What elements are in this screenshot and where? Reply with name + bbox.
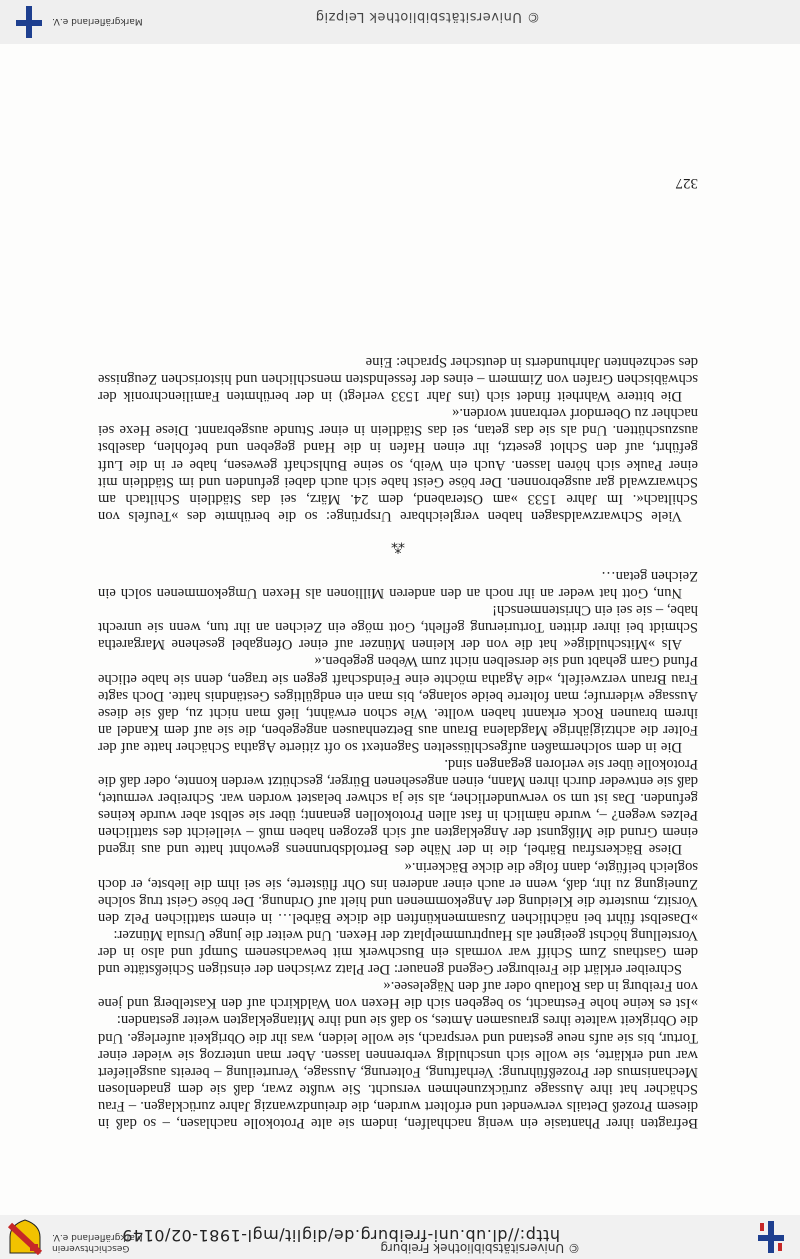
paragraph: Diese Bäckersfrau Bärbel, die in der Nähe des Bertoldsbrunnens gewohnt hatte und aus irgend einem Grund die Mißgunst der Angeklagten auf sich gezogen haben muß – vielleicht des stattlichen Pelzes wegen? –, wurde nämlich in fast allen Protokollen genannt; über sie selbst aber wurde keines gefunden. Das ist um so verwunderlicher, als sie ja schwer belastet worden war. Schreiber vermutet, daß sie entweder durch ihren Mann, einen angesehenen Bürger, geschützt werden konnte, oder daß die Protokolle über sie verloren gegangen sind.	[98, 756, 698, 858]
page-text	[98, 353, 698, 1131]
coat-of-arms-icon	[8, 1219, 42, 1255]
footer-band	[0, 0, 800, 44]
society-name: Geschichtsverein Markgräflerland e.V.	[52, 1232, 143, 1253]
paragraph: Als »Mitschuldige« hat die von der kleinen Münzer auf einer Ofengabel gesehene Margaretha Schmidt bei ihrer dritten Torturierung gefleht, Gott möge ein Zeichen an ihr tun, wenn sie unrecht habe, – sie sei ein Christenmensch!	[98, 602, 698, 653]
header-band	[0, 1215, 800, 1259]
paragraph: Befragten ihrer Phantasie ein wenig nachhalfen, indem sie alte Protokolle nachlasen, – so daß in diesem Prozeß Details verwendet und erfoltert wurden, die dreiundzwanzig Jahre zurücklagen. – Frau Schächer hat ihre Aussage zurückzunehmen versucht. Sie wußte zwar, daß sie dem gnadenlosen Mechanismus der Prozeßführung: Verhaftung, Folterung, Aussage, Verurteilung – bereits ausgeliefert war und erklärte, sie wolle sich unschuldig verbrennen lassen. Aber man unterzog sie wieder einer Tortur, bis sie aufs neue gestand und versprach, sie wolle leiden, was ihr die Obrigkeit auferlege. Und die Obrigkeit waltete ihres grausamen Amtes, so daß sie und ihre Mitangeklagten weiter gestanden:	[98, 1012, 698, 1131]
page-number: 327	[675, 175, 698, 191]
quotation: »Ist es keine hohe Festnacht, so begeben sich die Hexen von Waldkirch auf den Kastelberg und jene von Freiburg in das Rotlaub oder auf den Nägelesee.«	[98, 978, 698, 1012]
paragraph: Nun, Gott hat weder an ihr noch an den anderen Millionen als Hexen Umgekommenen solch ein Zeichen getan…	[98, 568, 698, 602]
university-logo-icon	[758, 1221, 784, 1253]
paragraph: Die bittere Wahrheit findet sich (ins Jahr 1533 verlegt) in der berühmten Familienchronik der schwäbischen Grafen von Zimmern – eines der fesselndsten menschlichen und historischen Zeugnisse des sechzehnten Jahrhunderts in deutscher Sprache: Eine	[98, 353, 698, 405]
paragraph: Viele Schwarzwaldsagen haben vergleichbare Ursprünge: so die berühmte des »Teufels von Schiltach«. Im Jahre 1533 »am Osterabend, dem 24. März, sei das Städtlein Schiltach am Schwarzwald gar ausgebronnen. Der böse Geist habe sich auch dabei gefunden und im Städtlein mit einer Pauke sich hören lassen. Auch ein Weib, so seine Buhlschaft gewesen, habe er in die Luft geführt, auf den Schlot gesetzt, ihr einen Hafen in die Hand gegeben und befohlen, daselbst auszuschütten. Und als sie das getan, sei das Städtlein in einer Stunde ausgebrannt. Diese Hexe sei nachher zu Oberndorf verbrannt worden.«	[98, 405, 698, 524]
section-divider: ⁂	[391, 538, 405, 554]
paragraph: Schreiber erklärt die Freiburger Gegend genauer: Der Platz zwischen der einstigen Schießstätte und dem Gasthaus Zum Schiff war vormals ein Buschwerk mit bewachsenem Sumpf und also in der Vorstellung höchst geeignet als Hauptrummelplatz der Hexen. Und weiter die junge Ursula Münzer:	[98, 926, 698, 978]
quotation: »Daselbst führt bei nächtlichen Zusammenkünften die dicke Bärbel… in einem stattlichen Pelz den Vorsitz, musterte die Kleidung der Angekommenen und hielt auf Ordnung. Der böse Geist trug solche Zuneigung zu ihr, daß, wenn er auch einer anderen ins Ohr flüsterte, sie sei ihm die liebste, er doch sogleich beifügte, dann folge die dicke Bäckerin.«	[98, 858, 698, 926]
copyright-notice: © Universitätsbibliothek Freiburg	[380, 1241, 580, 1255]
footer-notice: © Universitätsbibliothek Leipzig	[315, 9, 540, 24]
document-url[interactable]: http://dl.ub.uni-freiburg.de/diglit/mgl-1981-02/0149	[121, 1226, 560, 1245]
paragraph: Die in dem solchermaßen aufgeschlüsselten Sagentext so oft zitierte Agatha Schächer hatte auf der Folter die achtzigjährige Magdalena Braun aus Betzenhausen angegeben, die sie auf dem Kandel an ihrem braunen Rock erkannt haben wollte. Wie schon erwähnt, ließ man nicht zu, daß sie diese Aussage widerrufe; man folterte beide solange, bis man ein endgültiges Geständnis hatte. Doch sagte Frau Braun verzweifelt, »die Agatha möchte eine Feindschaft gegen sie tragen, denn sie habe etliche Pfund Garn gehabt und sie derselben nicht zum Weben gegeben.«	[98, 653, 698, 755]
footer-society: Markgräflerland e.V.	[52, 16, 143, 26]
footer-logo-icon	[16, 6, 42, 38]
